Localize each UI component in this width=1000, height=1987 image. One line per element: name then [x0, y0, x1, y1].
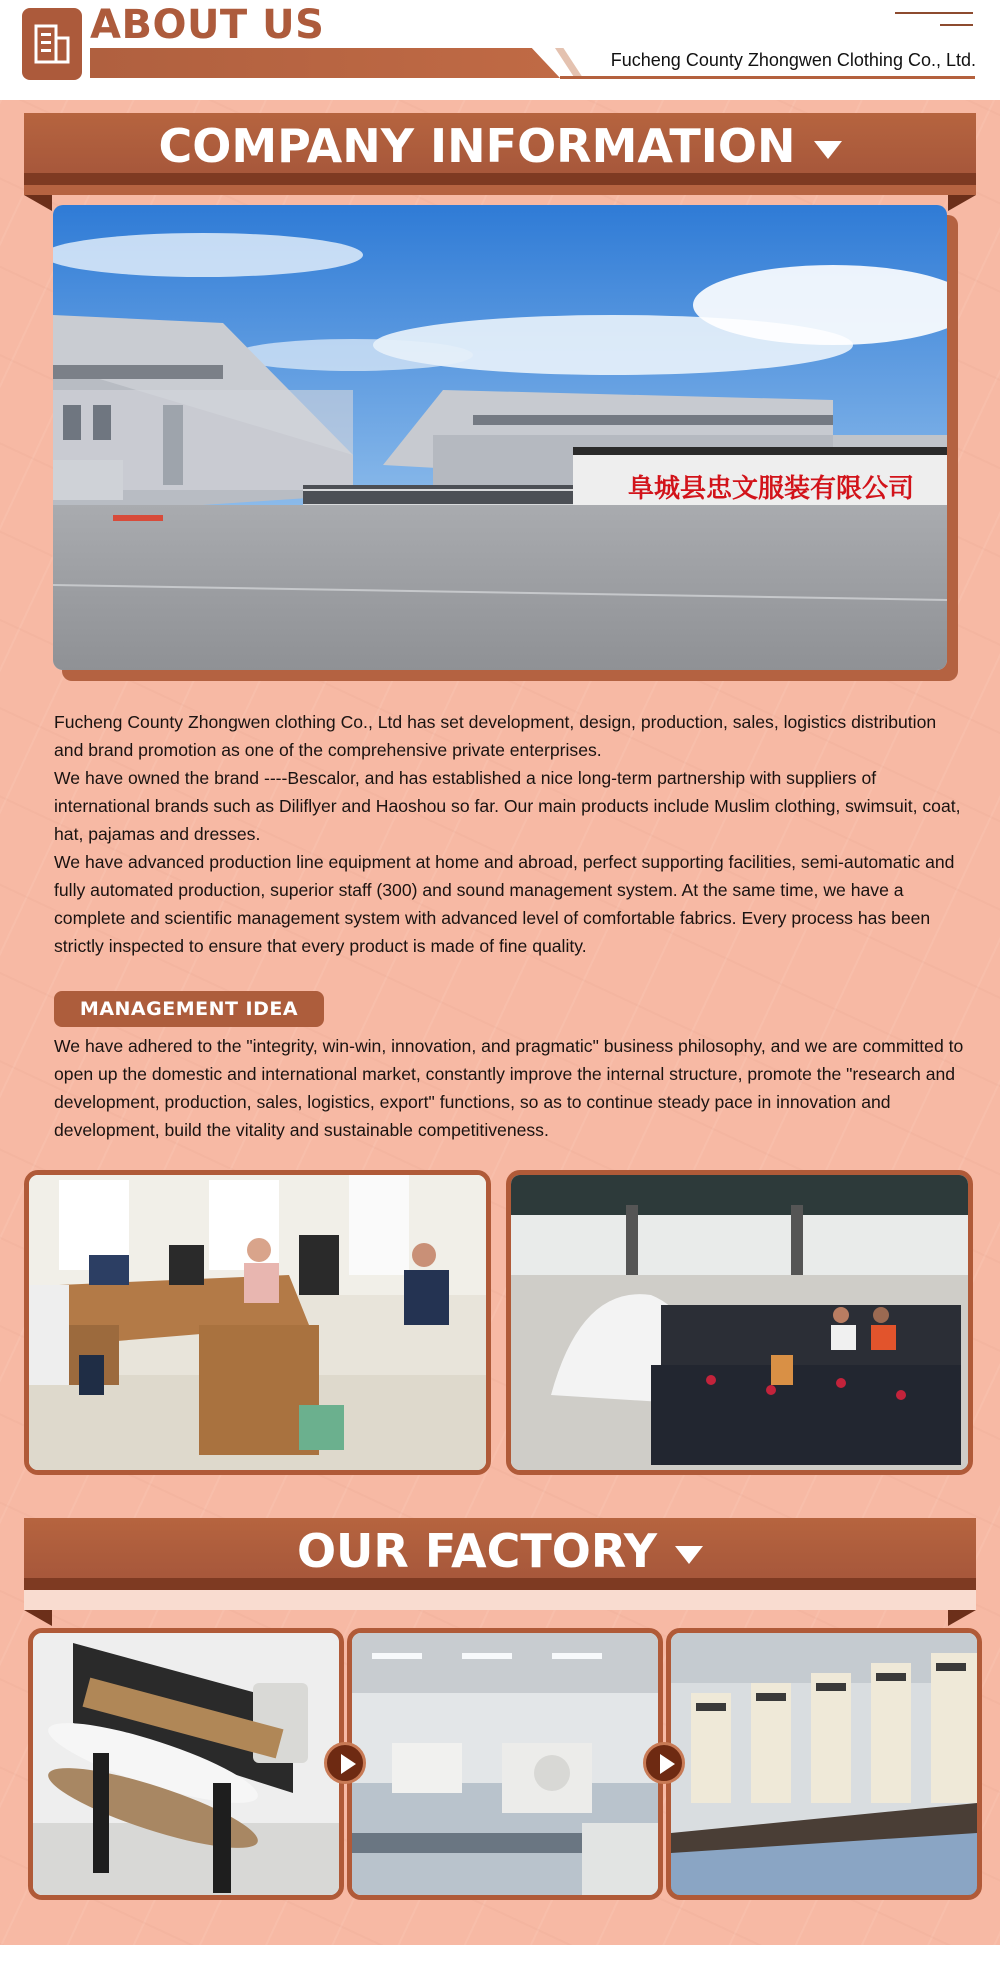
header-accent-bar [90, 48, 560, 78]
paragraph: We have owned the brand ----Bescalor, and has established a nice long-term partnership with suppliers of international brands such as Diliflyer and Haoshou so far. Our main products include Muslim clothing, swimsuit, coat, hat, pajamas and dresses. [54, 768, 961, 844]
management-idea-label: MANAGEMENT IDEA [54, 991, 324, 1027]
office-photo [24, 1170, 491, 1475]
factory-gate-photo [53, 205, 947, 670]
plotter-machine-photo [28, 1628, 344, 1900]
company-description [54, 708, 964, 960]
banner-foot [24, 185, 976, 195]
arrow-right-icon [324, 1742, 366, 1784]
section-title: COMPANY INFORMATION [158, 119, 796, 173]
arrow-right-icon [643, 1742, 685, 1784]
banner-fold-right [948, 1610, 976, 1626]
sewing-workshop-photo [347, 1628, 663, 1900]
paragraph: Fucheng County Zhongwen clothing Co., Ltd has set development, design, production, sales, logistics distribution and brand promotion as one of the comprehensive private enterprises. [54, 712, 937, 760]
section-title: OUR FACTORY [296, 1524, 658, 1578]
management-idea-text: We have adhered to the "integrity, win-win, innovation, and pragmatic" business philosophy, and we are committed to open up the domestic and international market, constantly improve the internal structure, promote the "research and development, production, sales, logistics, export" functions, so as to continue steady pace in innovation and development, build the vitality and sustainable competitiveness. [54, 1036, 964, 1140]
header-deco-line-short [940, 24, 973, 26]
banner-stripe [24, 1578, 976, 1590]
header-deco-line [895, 12, 973, 14]
company-name: Fucheng County Zhongwen Clothing Co., Ltd. [610, 50, 976, 70]
chevron-down-icon [675, 1546, 703, 1564]
paragraph: We have advanced production line equipment at home and abroad, perfect supporting facilities, semi-automatic and fully automated production, superior staff (300) and sound management system. At the same time, we have a complete and scientific management system with advanced level of comfortable fabrics. Every process has been strictly inspected to ensure that every product is made of fine quality. [54, 852, 955, 956]
our-factory-banner [24, 1518, 976, 1590]
page-title: ABOUT US [90, 2, 325, 48]
workshop-photo [506, 1170, 973, 1475]
header [0, 0, 1000, 100]
section-title-wrap [24, 1524, 976, 1578]
banner-fold-left [24, 195, 52, 211]
building-icon [32, 22, 72, 66]
embroidery-machine-photo [666, 1628, 982, 1900]
section-title-wrap [24, 119, 976, 173]
banner-foot [24, 1590, 976, 1610]
banner-stripe [24, 173, 976, 185]
header-accent-slash [555, 48, 583, 78]
header-underline [560, 76, 975, 79]
logo [22, 8, 82, 80]
footer-strip [0, 1945, 1000, 1987]
company-info-banner [24, 113, 976, 185]
sign-text: 阜城县忠文服装有限公司 [628, 474, 915, 504]
banner-fold-right [948, 195, 976, 211]
chevron-down-icon [814, 141, 842, 159]
banner-fold-left [24, 1610, 52, 1626]
